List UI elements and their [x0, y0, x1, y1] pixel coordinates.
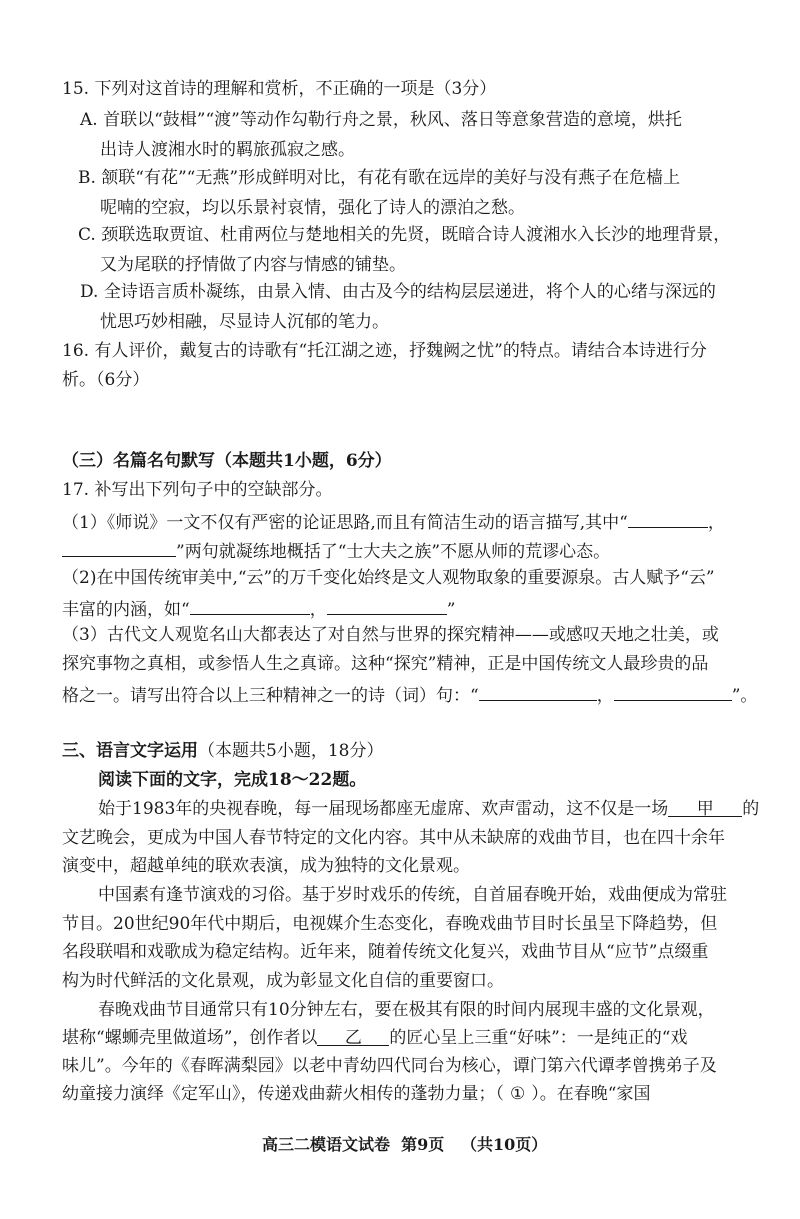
passage-text: 的 [742, 799, 760, 819]
passage-p1-line3: 演变中，超越单纯的联欢表演，成为独特的文化景观。 [62, 856, 470, 876]
q17-part3-line3 [62, 682, 757, 707]
q17-stem: 17. 补写出下列句子中的空缺部分。 [62, 480, 333, 500]
passage-text: 幼童接力演绎《定军山》，传递戏曲薪火相传的蓬勃力量；（ [62, 1084, 504, 1104]
q17-part3-comma: ， [596, 685, 614, 706]
answer-blank[interactable] [479, 682, 597, 701]
q17-part3-text-c: 格之一。请写出符合以上三种精神之一的诗（词）句：“ [62, 685, 479, 706]
q17-part3-end: ”。 [731, 685, 758, 706]
q17-part2-line2 [62, 596, 455, 621]
passage-p2-line3: 名段联唱和戏歌成为稳定结构。近年来，随着传统文化复兴，戏曲节目从“应节”点缀重 [62, 942, 709, 962]
passage-text: 的匠心呈上三重“好味”：一是纯正的“戏 [389, 1028, 688, 1048]
answer-blank[interactable] [628, 509, 708, 528]
q17-part1-text-a: （1）《师说》一文不仅有严密的论证思路,而且有简洁生动的语言描写,其中“ [62, 512, 628, 533]
blank-yi[interactable]: 乙 [317, 1027, 389, 1046]
q17-part2-comma: ， [309, 599, 327, 620]
q15-option-a-line1: A. 首联以“鼓楫”“渡”等动作勾勒行舟之景，秋风、落日等意象营造的意境，烘托 [80, 110, 682, 130]
blank-marker-1[interactable]: ① [510, 1084, 526, 1104]
part3-heading-note: （本题共5小题，18分） [198, 741, 384, 761]
answer-blank[interactable] [327, 596, 447, 615]
q17-part3-line2: 探究事物之真相，或参悟人生之真谛。这种“探究”精神，正是中国传统文人最珍贵的品 [62, 654, 709, 674]
q17-part2-text-b: 丰富的内涵，如“ [62, 599, 190, 620]
answer-blank[interactable] [614, 682, 732, 701]
q17-part1-line2 [62, 538, 610, 563]
passage-p3-line3: 味儿”。今年的《春晖满梨园》以老中青幼四代同台为核心，谭门第六代谭孝曾携弟子及 [62, 1056, 717, 1076]
page-footer [262, 1135, 547, 1156]
passage-p3-line1: 春晚戏曲节目通常只有10分钟左右，要在极其有限的时间内展现丰盛的文化景观， [98, 1000, 715, 1020]
passage-text: 堪称“螺蛳壳里做道场”，创作者以 [62, 1028, 318, 1048]
passage-p3-line4 [62, 1083, 650, 1105]
q17-part1-line1 [62, 509, 725, 534]
q15-option-c-line2: 又为尾联的抒情做了内容与情感的铺垫。 [100, 255, 406, 275]
answer-blank[interactable] [62, 538, 176, 557]
q15-option-a-line2: 出诗人渡湘水时的羁旅孤寂之感。 [100, 140, 355, 160]
q15-option-c-line1: C. 颈联选取贾谊、杜甫两位与楚地相关的先贤，既暗合诗人渡湘水入长沙的地理背景， [78, 225, 731, 245]
passage-p2-line1: 中国素有逢节演戏的习俗。基于岁时戏乐的传统，自首届春晚开始，戏曲便成为常驻 [98, 885, 727, 905]
footer-exam-title: 高三二模语文试卷 [262, 1135, 391, 1154]
q15-option-b-line1: B. 颔联“有花”“无燕”形成鲜明对比，有花有歌在远岸的美好与没有燕子在危樯上 [78, 168, 681, 188]
footer-total-pages: （共10页） [461, 1135, 548, 1154]
q17-part1-comma: ， [707, 512, 725, 533]
passage-text: ）。在春晚“家国 [531, 1084, 651, 1104]
q16-line2: 析。（6分） [62, 370, 150, 390]
reading-instruction: 阅读下面的文字，完成18～22题。 [98, 770, 367, 790]
q16-line1: 16. 有人评价，戴复古的诗歌有“托江湖之迹，抒魏阙之忧”的特点。请结合本诗进行分 [62, 341, 707, 361]
q15-stem: 15. 下列对这首诗的理解和赏析，不正确的一项是（3分） [62, 79, 497, 99]
part3-heading-title: 三、语言文字运用 [62, 741, 198, 761]
passage-p1-line1 [98, 798, 759, 820]
section-heading-recitation: （三）名篇名句默写（本题共1小题，6分） [62, 451, 392, 471]
q17-part2-line1: （2)在中国传统审美中,“云”的万千变化始终是文人观物取象的重要源泉。古人赋予“云” [62, 568, 715, 588]
part3-heading [62, 740, 383, 762]
q17-part3-line1: （3）古代文人观览名山大都表达了对自然与世界的探究精神——或感叹天地之壮美，或 [62, 625, 719, 645]
footer-page-number: 第9页 [401, 1135, 445, 1154]
passage-p2-line2: 节目。20世纪90年代中期后，电视媒介生态变化，春晚戏曲节目时长虽呈下降趋势，但 [62, 914, 718, 934]
q17-part2-quote: ” [446, 599, 456, 620]
passage-p1-line2: 文艺晚会，更成为中国人春节特定的文化内容。其中从未缺席的戏曲节目，也在四十余年 [62, 828, 725, 848]
q15-option-d-line2: 忧思巧妙相融，尽显诗人沉郁的笔力。 [100, 312, 389, 332]
answer-blank[interactable] [190, 596, 310, 615]
passage-text: 始于1983年的央视春晚，每一届现场都座无虚席、欢声雷动，这不仅是一场 [98, 799, 669, 819]
q15-option-d-line1: D. 全诗语言质朴凝练，由景入情、由古及今的结构层层递进，将个人的心绪与深远的 [80, 282, 716, 302]
passage-p3-line2 [62, 1027, 687, 1049]
passage-p2-line4: 构为时代鲜活的文化景观，成为彰显文化自信的重要窗口。 [62, 971, 504, 991]
blank-jia[interactable]: 甲 [668, 798, 742, 817]
q15-option-b-line2: 呢喃的空寂，均以乐景衬哀情，强化了诗人的漂泊之愁。 [100, 198, 525, 218]
q17-part1-text-c: ”两句就凝练地概括了“士大夫之族”不愿从师的荒谬心态。 [176, 541, 611, 562]
